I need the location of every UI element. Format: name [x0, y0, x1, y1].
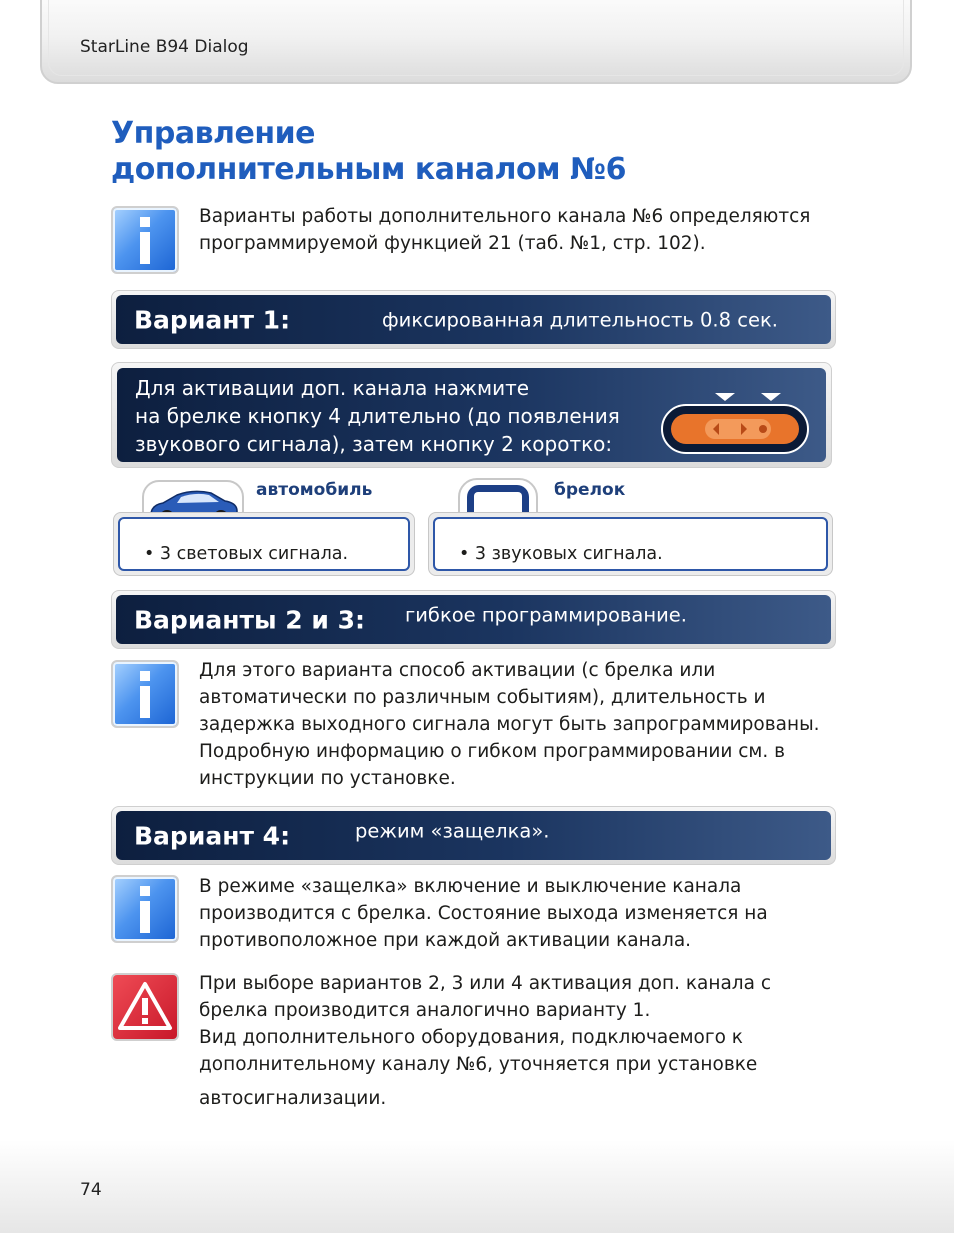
variant-1-header [111, 290, 836, 349]
car-signal-item: • 3 световых сигнала. [144, 544, 349, 564]
footer-bar [0, 1140, 954, 1233]
variant-4-header [111, 806, 836, 865]
page-title [111, 116, 626, 188]
variant-2-3-description: гибкое программирование. [405, 603, 687, 627]
page-number: 74 [80, 1180, 102, 1200]
page-title-line-1: Управление [111, 116, 315, 151]
activation-text: Для активации доп. канала нажмите на брелке кнопку 4 длительно (до появления звукового сигнала), затем кнопку 2 коротко: [135, 376, 620, 456]
variant-2-3-label: Варианты 2 и 3: [134, 605, 365, 634]
header-title: StarLine B94 Dialog [80, 37, 249, 57]
fob-button-icon [657, 380, 813, 460]
fob-signal-box [428, 512, 833, 576]
info-icon [111, 206, 179, 274]
intro-text: Варианты работы дополнительного канала №6 определяются программируемой функцией 21 (таб. №1, стр. 102). [199, 206, 811, 254]
fob-signal-heading: брелок [554, 480, 626, 500]
latch-mode-note: В режиме «защелка» включение и выключение канала производится с брелка. Состояние выхода изменяется на противоположное при каждой активации канала. [199, 876, 768, 951]
fob-signal-item: • 3 звуковых сигнала. [459, 544, 663, 564]
info-icon [111, 875, 179, 943]
info-icon [111, 660, 179, 728]
warning-icon [111, 973, 179, 1041]
variant-4-label: Вариант 4: [134, 821, 291, 850]
car-signal-heading: автомобиль [256, 480, 373, 500]
flexible-programming-note: Для этого варианта способ активации (с брелка или автоматически по различным событиям), длительность и задержка выходного сигнала могут быть запрограммированы. Подробную информацию о гибком программировании см. в инструкции по установке. [199, 660, 820, 789]
variant-1-description: фиксированная длительность 0.8 сек. [382, 308, 778, 331]
car-signal-box [113, 512, 415, 576]
page-title-line-2: дополнительным каналом №6 [111, 152, 626, 187]
activation-instruction [111, 362, 832, 468]
warning-note: При выборе вариантов 2, 3 или 4 активация доп. канала с брелка производится аналогично варианту 1. Вид дополнительного оборудования, подключаемого к дополнительному каналу №6, уточняется при установке автосигнализации. [199, 973, 772, 1109]
variant-1-label: Вариант 1: [134, 305, 291, 334]
variant-2-3-header [111, 590, 836, 649]
variant-4-description: режим «защелка». [355, 819, 550, 843]
